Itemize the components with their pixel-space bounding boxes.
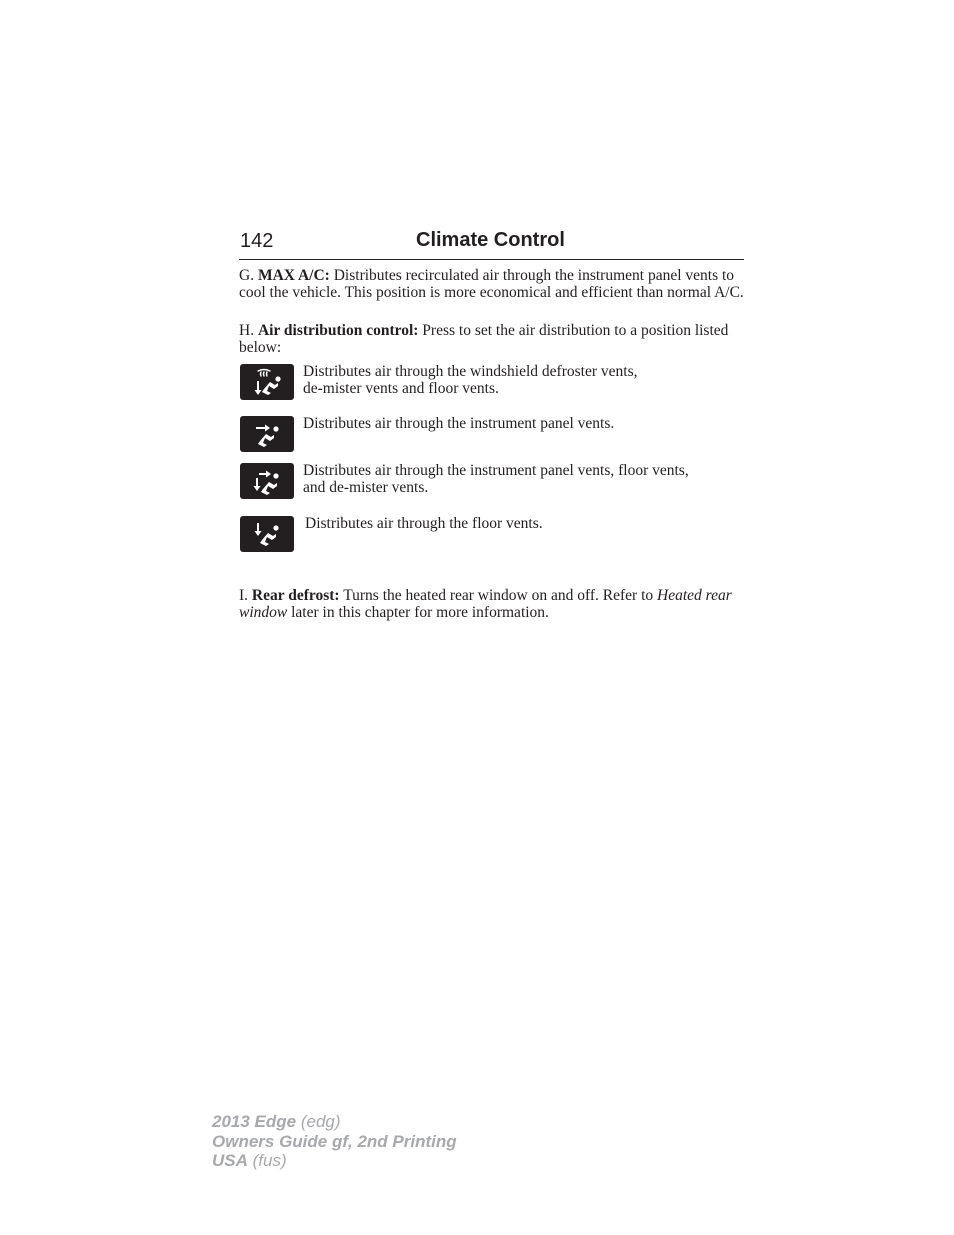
mode-text-line: Distributes air through the floor vents. bbox=[305, 515, 543, 532]
item-i-text: Turns the heated rear window on and off. Refer to bbox=[343, 587, 654, 604]
footer-guide: Owners Guide gf, 2nd Printing bbox=[212, 1131, 457, 1151]
mode-text-panel bbox=[303, 416, 743, 433]
panel-floor-vent-icon bbox=[240, 463, 294, 499]
item-g-term: MAX A/C: bbox=[257, 267, 330, 284]
mode-text-line: and de-mister vents. bbox=[303, 478, 429, 496]
item-g-paragraph bbox=[239, 268, 749, 301]
mode-text-line: Distributes air through the instrument panel vents. bbox=[303, 415, 615, 432]
item-i-reference: Heated rear window bbox=[239, 587, 732, 621]
chapter-title: Climate Control bbox=[416, 229, 565, 251]
footer-model-code: (edg) bbox=[300, 1112, 341, 1131]
footer-model: 2013 Edge bbox=[212, 1112, 297, 1131]
mode-text-panel-floor bbox=[303, 463, 743, 496]
item-h-term: Air distribution control: bbox=[257, 322, 419, 339]
footer-line-3 bbox=[212, 1151, 457, 1171]
floor-vent-icon bbox=[240, 516, 294, 552]
footer-line-2 bbox=[212, 1132, 457, 1152]
footer-line-1 bbox=[212, 1112, 457, 1132]
item-h-paragraph bbox=[239, 323, 749, 356]
item-i-paragraph bbox=[239, 588, 749, 621]
item-i-text-after: later in this chapter for more information. bbox=[291, 603, 549, 621]
mode-text-line: de-mister vents and floor vents. bbox=[303, 379, 499, 397]
item-i-letter: I. bbox=[239, 587, 249, 604]
windshield-defrost-floor-icon bbox=[240, 364, 294, 400]
item-i-term: Rear defrost: bbox=[251, 587, 340, 604]
footer-market-code: (fus) bbox=[252, 1151, 287, 1170]
footer-market: USA bbox=[212, 1151, 248, 1170]
panel-vent-icon bbox=[240, 416, 294, 452]
mode-text-defrost-floor bbox=[303, 364, 743, 397]
item-h-letter: H. bbox=[239, 322, 255, 339]
item-h-text: Press to set the air distribution to a position listed below: bbox=[239, 322, 729, 356]
mode-text-line: Distributes air through the instrument panel vents, floor vents, bbox=[303, 462, 689, 479]
item-g-letter: G. bbox=[239, 267, 255, 284]
page-number: 142 bbox=[240, 230, 274, 252]
mode-text-floor bbox=[305, 516, 745, 533]
mode-text-line: Distributes air through the windshield defroster vents, bbox=[303, 363, 638, 380]
page-header bbox=[239, 229, 744, 260]
item-g-text: Distributes recirculated air through the instrument panel vents to cool the vehicle. This position is more economical and efficient than normal A/C. bbox=[239, 267, 744, 301]
footer bbox=[212, 1112, 457, 1171]
